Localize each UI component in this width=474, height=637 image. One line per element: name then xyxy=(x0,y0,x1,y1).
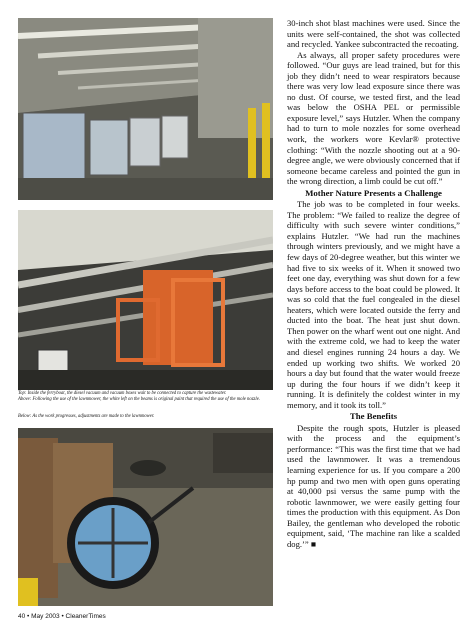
article-paragraph-1: 30-inch shot blast machines were used. Since the units were self-contained, the shot was collected and recycled. Yankee subcontracted the recoating. xyxy=(287,18,460,50)
end-mark: ■ xyxy=(310,538,317,549)
subheading-benefits: The Benefits xyxy=(349,411,398,422)
photo-lift-beams xyxy=(18,210,273,390)
article-column xyxy=(287,18,460,549)
article-paragraph-3: The job was to be completed in four weeks. The problem: “We failed to realize the degree of difficulty with such severe winter conditions,” explains Hutzler. “We had run the machines through winters previously, and we might have a few days of 20-degree weather, but this winter we had five to six weeks of it. When it snowed two feet one day, everything was shut down for a few days before access to the boat could be plowed. It was so cold that the fuel congealed in the diesel heaters, which were located outside the ferry and ducted into the boat. The heat just shut down. Then power on the wharf went out one night. And with the extreme cold, we had to keep the water and diesel engines running 24 hours a day. We ended up working two shifts. We worked 20 hours a day but found that the water would freeze up during the four hours if we didn’t keep it running. It is definitely the coldest winter in my memory, and it took its toll.” xyxy=(287,199,460,410)
page-folio: 40 • May 2003 • CleanerTimes xyxy=(18,613,106,620)
caption-top: Top: Inside the ferryboat, the diesel vacuum and vacuum boxes wait to be connected to capture the wastewater. xyxy=(18,391,227,396)
article-paragraph-4-text: Despite the rough spots, Hutzler is pleased with the process and the equipment’s performance: “This was the first time that we had used the lawnmower. It was a tremendous learning experience for us. If you compare a 200 hp pump and two men with open guns operating at 40,000 psi versus the same pump with the robotic lawnmower, we were easily getting four times the production with this equipment. As Don Bailey, the gentleman who developed the robotic equipment, said, ‘The machine ran like a scalded dog.’” xyxy=(287,422,460,549)
article-paragraph-2: As always, all proper safety procedures were followed. “Our guys are lead trained, but for this job they didn’t need to wear respirators because there was very low lead exposure since there was no dust. Of course, we tested first, and the lead was below the OSHA PEL or permissible exposure level,” says Hutzler. When the company had to turn to mole nozzles for some overhead work, the workers wore Kevlar® protective clothing: “With the nozzle shooting out at a 90-degree angle, we were obviously concerned that if someone became careless and pointed the gun in the wrong direction, a limb could be cut off.” xyxy=(287,49,460,187)
caption-above: Above: Following the use of the lawnmower, the white left on the beams is original paint that required the use of the mole nozzle. xyxy=(18,397,260,402)
photo-worker-lawnmower xyxy=(18,428,273,606)
caption-top-above xyxy=(18,391,276,403)
photo-ferry-vacuum-boxes xyxy=(18,18,273,200)
caption-below: Below: As the work progresses, adjustments are made to the lawnmower. xyxy=(18,414,155,419)
subheading-mother-nature: Mother Nature Presents a Challenge xyxy=(305,187,442,198)
article-paragraph-4 xyxy=(287,423,460,550)
